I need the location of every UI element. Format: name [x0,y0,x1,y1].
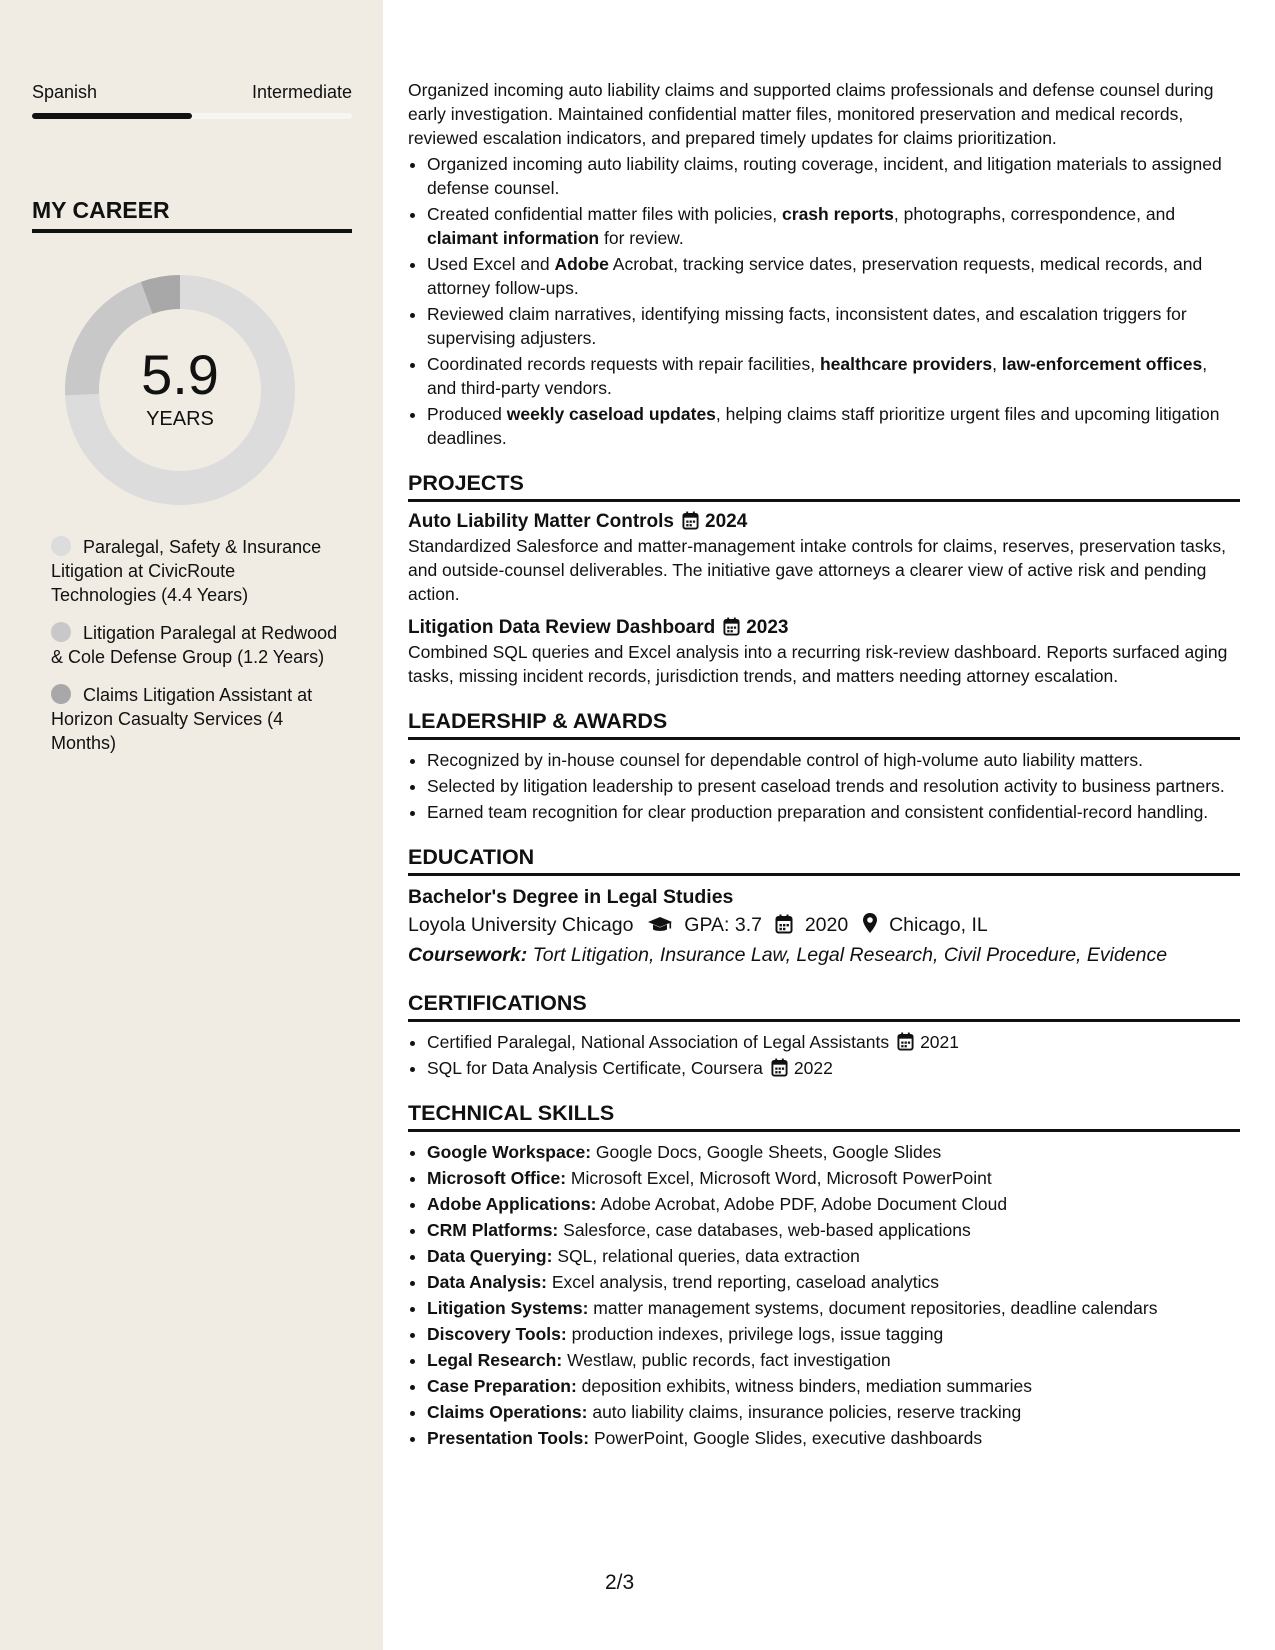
bullet-text: , and third-party vendors. [427,354,1208,398]
skill-label: Presentation Tools: [427,1428,590,1448]
career-total-years: 5.9 [141,343,219,406]
education-title: EDUCATION [408,844,1240,876]
education-year: 2020 [804,914,849,936]
certification-year: 2021 [920,1032,960,1052]
skill-item [427,1244,1240,1268]
skill-value: SQL, relational queries, data extraction [557,1246,860,1266]
skill-label: Claims Operations: [427,1402,588,1422]
language-proficiency-bar [32,113,352,119]
skill-item [427,1322,1240,1346]
certification-year: 2022 [793,1058,833,1078]
bullet-emphasis: law-enforcement offices [1001,354,1203,374]
bullet-text: Created confidential matter files with policies, [427,204,783,224]
bullet-text: Acrobat, tracking service dates, preservation requests, medical records, and attorney follow-ups. [427,254,1203,298]
skill-value: Westlaw, public records, fact investigation [567,1350,891,1370]
skill-item [427,1140,1240,1164]
career-list [51,535,341,769]
experience-bullet [427,302,1240,350]
skill-value: deposition exhibits, witness binders, mediation summaries [581,1376,1033,1396]
project-year: 2023 [746,617,789,638]
leadership-item: • Recognized by in-house counsel for dependable control of high-volume auto liability matters. [427,748,1240,772]
career-legend-dot [51,536,71,556]
career-item-text: Litigation Paralegal at Redwood & Cole Defense Group (1.2 Years) [51,623,338,667]
skill-value: Excel analysis, trend reporting, caseload analytics [551,1272,939,1292]
coursework-label: Coursework: [408,944,528,966]
graduation-cap-icon [647,916,673,934]
bullet-emphasis: claimant information [427,228,600,248]
skill-value: matter management systems, document repositories, deadline calendars [593,1298,1158,1318]
main-content [408,78,1240,1452]
bullet-text: , [992,354,1002,374]
project-title [408,510,1240,534]
bullet-text: Reviewed claim narratives, identifying missing facts, inconsistent dates, and escalation triggers for supervising adjusters. [427,304,1187,348]
certification-name: SQL for Data Analysis Certificate, Coursera [427,1058,763,1078]
skill-item [427,1400,1240,1424]
calendar-icon [682,511,699,530]
bullet-emphasis: crash reports [782,204,894,224]
skill-label: Case Preparation: [427,1376,577,1396]
certifications-list [408,1030,1240,1080]
bullet-text: Coordinated records requests with repair facilities, [427,354,820,374]
bullet-emphasis: Adobe [554,254,609,274]
bullet-text: , helping claims staff prioritize urgent files and upcoming litigation deadlines. [427,404,1220,448]
calendar-icon [723,617,740,636]
skill-value: Microsoft Excel, Microsoft Word, Microsoft PowerPoint [570,1168,992,1188]
project-name: Auto Liability Matter Controls [408,511,674,532]
certification-item [427,1056,1240,1080]
language-name: Spanish [32,82,98,102]
projects-list [408,510,1240,688]
skill-item [427,1348,1240,1372]
leadership-item: • Earned team recognition for clear production preparation and consistent confidential-record handling. [427,800,1240,824]
experience-bullet [427,402,1240,450]
bullet-text: , photographs, correspondence, and [893,204,1176,224]
experience-bullet [427,252,1240,300]
bullet-text: Produced [427,404,507,424]
map-pin-icon [862,912,878,934]
calendar-icon [897,1032,914,1051]
education-coursework [408,940,1240,970]
career-item [51,535,341,607]
coursework-list: Tort Litigation, Insurance Law, Legal Research, Civil Procedure, Evidence [532,944,1168,966]
education-location: Chicago, IL [889,914,988,936]
bullet-emphasis: weekly caseload updates [506,404,716,424]
education-degree: Bachelor's Degree in Legal Studies [408,886,734,908]
skill-value: auto liability claims, insurance policies, reserve tracking [592,1402,1022,1422]
skill-item [427,1426,1240,1450]
certification-item [427,1030,1240,1054]
experience-bullets [408,152,1240,450]
calendar-icon [775,914,793,934]
skill-value: Adobe Acrobat, Adobe PDF, Adobe Document Cloud [600,1194,1008,1214]
career-item [51,621,341,669]
skill-value: PowerPoint, Google Slides, executive dashboards [593,1428,983,1448]
calendar-icon [771,1058,788,1077]
skill-label: Litigation Systems: [427,1298,589,1318]
skill-label: Google Workspace: [427,1142,592,1162]
skill-label: Data Querying: [427,1246,553,1266]
skill-item [427,1192,1240,1216]
skill-label: Discovery Tools: [427,1324,567,1344]
certification-name: Certified Paralegal, National Association of Legal Assistants [427,1032,890,1052]
education-details [408,910,1240,940]
skill-item [427,1218,1240,1242]
experience-bullet [427,352,1240,400]
language-level: Intermediate [251,82,352,102]
bullet-text: Organized incoming auto liability claims, routing coverage, incident, and litigation materials to assigned defense counsel. [427,154,1222,198]
career-legend-dot [51,684,71,704]
leadership-list [408,748,1240,824]
language-proficiency-fill [32,113,192,119]
certifications-title: CERTIFICATIONS [408,990,1240,1022]
career-item [51,683,341,755]
projects-title: PROJECTS [408,470,1240,502]
skill-item [427,1374,1240,1398]
skill-value: Salesforce, case databases, web-based applications [563,1220,971,1240]
bullet-text: Used Excel and [427,254,555,274]
sidebar [0,0,383,1650]
experience-summary: Organized incoming auto liability claims and supported claims professionals and defense counsel during early investigation. Maintained confidential matter files, monitored preservation and medical records, reviewed escalation indicators, and prepared timely updates for claims prioritization. [408,80,1214,148]
project-description: Combined SQL queries and Excel analysis into a recurring risk-review dashboard. Reports surfaced aging tasks, missing incident records, jurisdiction trends, and matters needing attorney escalation. [408,642,1228,686]
skill-label: Microsoft Office: [427,1168,567,1188]
career-section-title: MY CAREER [32,196,352,233]
skill-item [427,1270,1240,1294]
skill-label: Legal Research: [427,1350,563,1370]
leadership-item: • Selected by litigation leadership to present caseload trends and resolution activity to business partners. [427,774,1240,798]
skill-label: CRM Platforms: [427,1220,559,1240]
experience-bullet [427,152,1240,200]
skill-label: Adobe Applications: [427,1194,597,1214]
project-title [408,616,1240,640]
bullet-emphasis: healthcare providers [819,354,993,374]
language-row [32,82,352,104]
skills-list [408,1140,1240,1450]
career-years-unit: YEARS [146,408,214,430]
skill-value: production indexes, privilege logs, issue tagging [571,1324,944,1344]
skills-title: TECHNICAL SKILLS [408,1100,1240,1132]
page-number: 2/3 [605,1571,635,1594]
skill-value: Google Docs, Google Sheets, Google Slides [595,1142,942,1162]
project-year: 2024 [705,511,748,532]
leadership-title: LEADERSHIP & AWARDS [408,708,1240,740]
career-item-text: Claims Litigation Assistant at Horizon Casualty Services (4 Months) [51,685,313,753]
career-legend-dot [51,622,71,642]
skill-item [427,1166,1240,1190]
skill-item [427,1296,1240,1320]
career-item-text: Paralegal, Safety & Insurance Litigation at CivicRoute Technologies (4.4 Years) [51,537,322,605]
education-school: Loyola University Chicago [408,914,634,936]
bullet-text: for review. [599,228,684,248]
project-name: Litigation Data Review Dashboard [408,617,716,638]
project-description: Standardized Salesforce and matter-management intake controls for claims, reserves, preservation tasks, and outside-counsel deliverables. The initiative gave attorneys a clearer view of active risk and pending action. [408,536,1227,604]
education-gpa: GPA: 3.7 [684,914,762,936]
experience-bullet [427,202,1240,250]
skill-label: Data Analysis: [427,1272,547,1292]
